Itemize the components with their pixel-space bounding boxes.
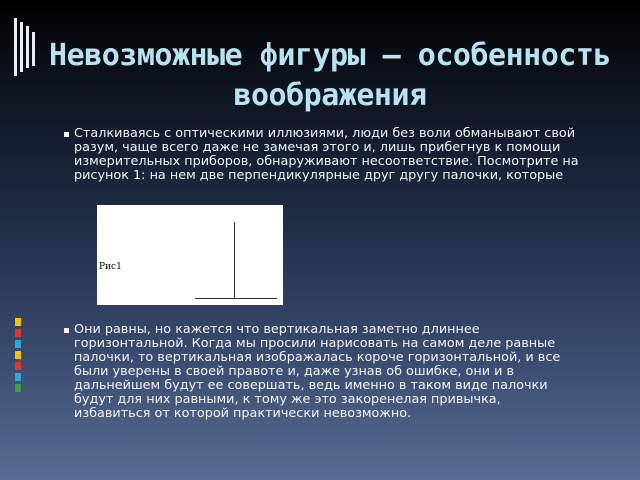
bullet-paragraph-2	[74, 323, 574, 421]
accent-square	[15, 362, 21, 370]
accent-square	[15, 351, 21, 359]
bullet-text: Они равны, но кажется что вертикальная заметно длиннее горизонтальной. Когда мы просили нарисовать на самом деле равные палочки, то вертикальная изображалась короче горизонтальной, и все были уверены в своей правоте и, даже узнав об ошибке, они и в дальнейшем будут ее совершать, ведь именно в таком виде палочки будут для них равными, к тому же это закоренелая привычка, избавиться от которой практически невозможно.	[74, 322, 561, 421]
figure-1	[97, 205, 283, 305]
horizontal-stick	[195, 298, 277, 299]
accent-square	[15, 373, 21, 381]
bullet-paragraph-1	[74, 127, 604, 183]
decorative-bars	[14, 18, 38, 78]
slide-title: Невозможные фигуры – особенность воображения	[49, 38, 611, 113]
bullet-square-icon	[64, 328, 69, 333]
accent-square	[15, 318, 21, 326]
accent-square	[15, 329, 21, 337]
accent-square	[15, 340, 21, 348]
bullet-text: Сталкиваясь с оптическими иллюзиями, люди без воли обманывают свой разум, чаще всего даже не замечая этого и, лишь прибегнув к помощи измерительных приборов, обнаруживают несоответствие. Посмотрите на рисунок 1: на нем две перпендикулярные друг другу палочки, которые	[74, 126, 579, 183]
vertical-stick	[234, 222, 235, 298]
figure-label: Рис1	[99, 262, 122, 272]
bullet-square-icon	[64, 132, 69, 137]
accent-square	[15, 384, 21, 392]
decorative-color-squares	[15, 318, 23, 395]
